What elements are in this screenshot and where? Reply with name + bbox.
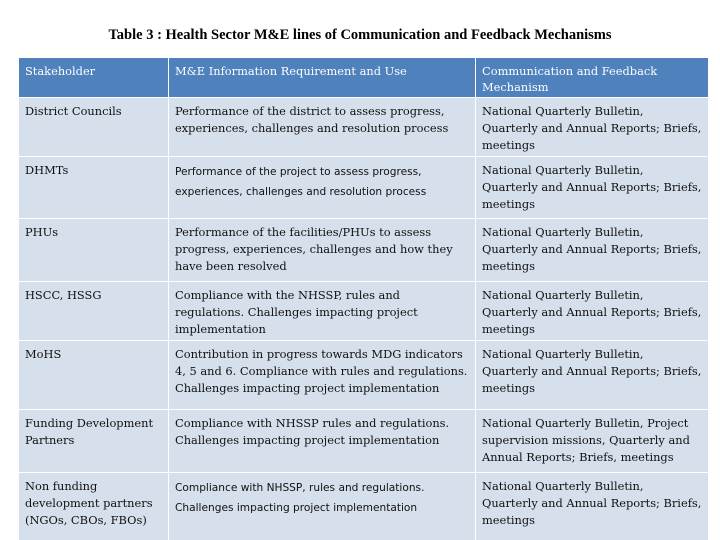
table-row bbox=[19, 341, 709, 410]
cell-stakeholder: MoHS bbox=[19, 341, 169, 410]
cell-mechanism: National Quarterly Bulletin, Project supervision missions, Quarterly and Annual Reports; Briefs, meetings bbox=[476, 410, 709, 473]
cell-mechanism: National Quarterly Bulletin, Quarterly and Annual Reports; Briefs, meetings bbox=[476, 98, 709, 157]
cell-requirement: Compliance with NHSSP rules and regulations. Challenges impacting project implementation bbox=[169, 410, 476, 473]
cell-mechanism: National Quarterly Bulletin, Quarterly and Annual Reports; Briefs, meetings bbox=[476, 341, 709, 410]
cell-mechanism: National Quarterly Bulletin, Quarterly and Annual Reports; Briefs, meetings bbox=[476, 219, 709, 282]
communication-feedback-table bbox=[18, 57, 709, 540]
table-row bbox=[19, 219, 709, 282]
table-title: Table 3 : Health Sector M&E lines of Communication and Feedback Mechanisms bbox=[108, 27, 612, 43]
header-feedback-mechanism: Communication and Feedback Mechanism bbox=[476, 58, 709, 98]
cell-stakeholder: DHMTs bbox=[19, 157, 169, 219]
header-stakeholder: Stakeholder bbox=[19, 58, 169, 98]
cell-requirement: Contribution in progress towards MDG indicators 4, 5 and 6. Compliance with rules and regulations. Challenges impacting project implementation bbox=[169, 341, 476, 410]
table-row bbox=[19, 473, 709, 540]
cell-stakeholder: District Councils bbox=[19, 98, 169, 157]
cell-mechanism: National Quarterly Bulletin, Quarterly and Annual Reports; Briefs, meetings bbox=[476, 282, 709, 341]
table-row bbox=[19, 157, 709, 219]
cell-stakeholder: Non funding development partners (NGOs, CBOs, FBOs) bbox=[19, 473, 169, 540]
cell-requirement: Compliance with the NHSSP, rules and regulations. Challenges impacting project implementation bbox=[169, 282, 476, 341]
cell-stakeholder: Funding Development Partners bbox=[19, 410, 169, 473]
table-row bbox=[19, 410, 709, 473]
cell-requirement: Performance of the facilities/PHUs to assess progress, experiences, challenges and how they have been resolved bbox=[169, 219, 476, 282]
table-header-row bbox=[19, 58, 709, 98]
cell-requirement: Performance of the district to assess progress, experiences, challenges and resolution process bbox=[169, 98, 476, 157]
header-information-requirement: M&E Information Requirement and Use bbox=[169, 58, 476, 98]
cell-requirement: Performance of the project to assess progress, experiences, challenges and resolution process bbox=[169, 157, 476, 219]
cell-requirement: Compliance with NHSSP, rules and regulations. Challenges impacting project implementation bbox=[169, 473, 476, 540]
table-row bbox=[19, 282, 709, 341]
cell-stakeholder: HSCC, HSSG bbox=[19, 282, 169, 341]
cell-stakeholder: PHUs bbox=[19, 219, 169, 282]
cell-mechanism: National Quarterly Bulletin, Quarterly and Annual Reports; Briefs, meetings bbox=[476, 473, 709, 540]
cell-mechanism: National Quarterly Bulletin, Quarterly and Annual Reports; Briefs, meetings bbox=[476, 157, 709, 219]
table-row bbox=[19, 98, 709, 157]
